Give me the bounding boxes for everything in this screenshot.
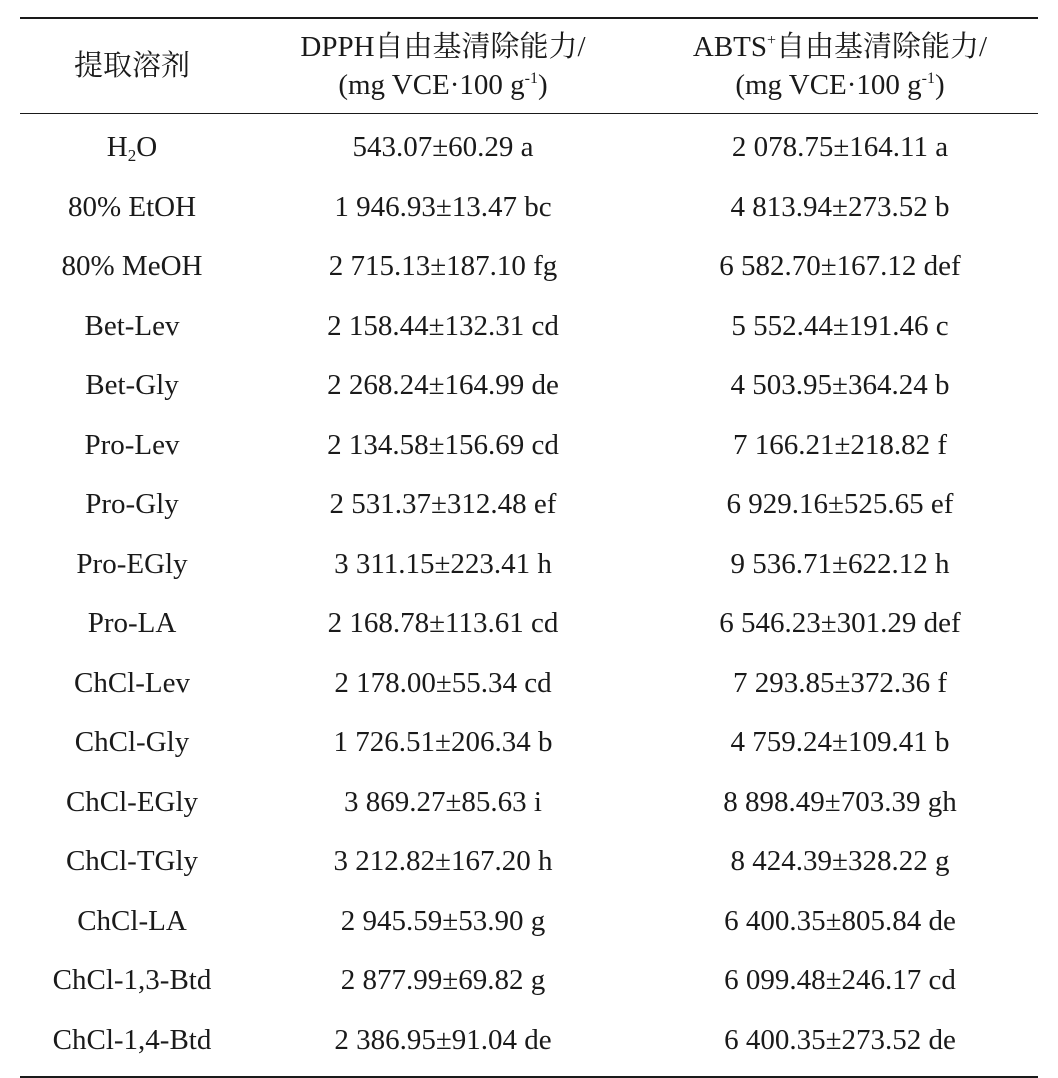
table-row (20, 1011, 1038, 1071)
solvent-cell: 80% MeOH (61, 250, 203, 283)
header-dpph-unit-sup: -1 (524, 70, 538, 87)
header-abts-line2 (642, 66, 1038, 104)
abts-cell: 6 400.35±805.84 de (724, 904, 956, 937)
header-abts (642, 28, 1038, 104)
dpph-cell: 2 945.59±53.90 g (340, 904, 546, 937)
table-row (20, 475, 1038, 535)
abts-cell: 6 929.16±525.65 ef (726, 488, 954, 521)
table-row (20, 892, 1038, 952)
solvent-cell: Bet-Gly (85, 369, 179, 402)
antioxidant-table (20, 17, 1038, 1078)
header-dpph-unit: (mg VCE·100 g (338, 69, 525, 101)
header-abts-name: ABTS (692, 31, 768, 63)
table-row (20, 535, 1038, 595)
abts-cell: 4 503.95±364.24 b (730, 369, 950, 402)
table-row (20, 178, 1038, 238)
header-dpph-line1: DPPH自由基清除能力/ (300, 31, 586, 63)
solvent-cell: ChCl-1,4-Btd (52, 1023, 212, 1056)
header-abts-line1 (642, 28, 1038, 66)
table-row (20, 356, 1038, 416)
solvent-cell: Pro-Lev (84, 428, 180, 461)
table-header-row (20, 19, 1038, 113)
header-dpph-line2 (244, 66, 642, 104)
dpph-cell: 2 158.44±132.31 cd (327, 309, 559, 342)
solvent-cell: ChCl-LA (77, 904, 187, 937)
header-abts-unit: (mg VCE·100 g (735, 69, 922, 101)
solvent-cell: Pro-Gly (85, 488, 179, 521)
dpph-cell: 543.07±60.29 a (352, 131, 534, 164)
abts-cell: 9 536.71±622.12 h (730, 547, 950, 580)
table-row (20, 654, 1038, 714)
solvent-cell: Pro-EGly (76, 547, 188, 580)
header-abts-sup: + (767, 32, 777, 49)
table-body (20, 114, 1038, 1076)
solvent-o: O (136, 131, 158, 164)
dpph-cell: 1 946.93±13.47 bc (334, 190, 552, 223)
abts-cell: 8 424.39±328.22 g (730, 845, 950, 878)
header-solvent-label: 提取溶剂 (73, 50, 190, 82)
dpph-cell: 2 178.00±55.34 cd (334, 666, 552, 699)
header-dpph-unit-close: ) (538, 69, 548, 101)
solvent-cell (20, 131, 244, 164)
abts-cell: 5 552.44±191.46 c (731, 309, 949, 342)
dpph-cell: 2 168.78±113.61 cd (327, 607, 559, 640)
dpph-cell: 3 311.15±223.41 h (334, 547, 552, 580)
table-row (20, 713, 1038, 773)
table-row (20, 951, 1038, 1011)
dpph-cell: 2 715.13±187.10 fg (328, 250, 558, 283)
dpph-cell: 2 531.37±312.48 ef (329, 488, 557, 521)
header-dpph (244, 28, 642, 104)
table-row (20, 832, 1038, 892)
table-row (20, 594, 1038, 654)
table-row (20, 118, 1038, 178)
abts-cell: 6 400.35±273.52 de (724, 1023, 956, 1056)
table-row (20, 297, 1038, 357)
header-abts-unit-sup: -1 (921, 70, 935, 87)
abts-cell: 8 898.49±703.39 gh (723, 785, 957, 818)
header-abts-label: 自由基清除能力/ (776, 31, 988, 63)
solvent-cell: Bet-Lev (84, 309, 180, 342)
solvent-cell: 80% EtOH (67, 190, 197, 223)
solvent-cell: ChCl-TGly (65, 845, 199, 878)
solvent-cell: Pro-LA (87, 607, 177, 640)
dpph-cell: 1 726.51±206.34 b (333, 726, 553, 759)
solvent-cell: ChCl-1,3-Btd (52, 964, 212, 997)
abts-cell: 4 759.24±109.41 b (730, 726, 950, 759)
solvent-h: H (106, 131, 128, 164)
abts-cell: 6 546.23±301.29 def (719, 607, 961, 640)
solvent-cell: ChCl-Gly (74, 726, 190, 759)
dpph-cell: 2 268.24±164.99 de (327, 369, 559, 402)
table-row (20, 416, 1038, 476)
abts-cell: 2 078.75±164.11 a (731, 131, 949, 164)
header-solvent (20, 47, 244, 85)
solvent-cell: ChCl-Lev (74, 666, 190, 699)
abts-cell: 6 582.70±167.12 def (719, 250, 961, 283)
table-row (20, 773, 1038, 833)
abts-cell: 7 166.21±218.82 f (732, 428, 948, 461)
dpph-cell: 2 877.99±69.82 g (340, 964, 546, 997)
abts-cell: 7 293.85±372.36 f (732, 666, 948, 699)
dpph-cell: 3 212.82±167.20 h (333, 845, 553, 878)
dpph-cell: 3 869.27±85.63 i (344, 785, 542, 818)
solvent-sub: 2 (127, 146, 137, 166)
abts-cell: 4 813.94±273.52 b (730, 190, 950, 223)
solvent-cell: ChCl-EGly (65, 785, 199, 818)
dpph-cell: 2 386.95±91.04 de (334, 1023, 552, 1056)
dpph-cell: 2 134.58±156.69 cd (327, 428, 559, 461)
header-abts-unit-close: ) (935, 69, 945, 101)
table-row (20, 237, 1038, 297)
abts-cell: 6 099.48±246.17 cd (724, 964, 956, 997)
